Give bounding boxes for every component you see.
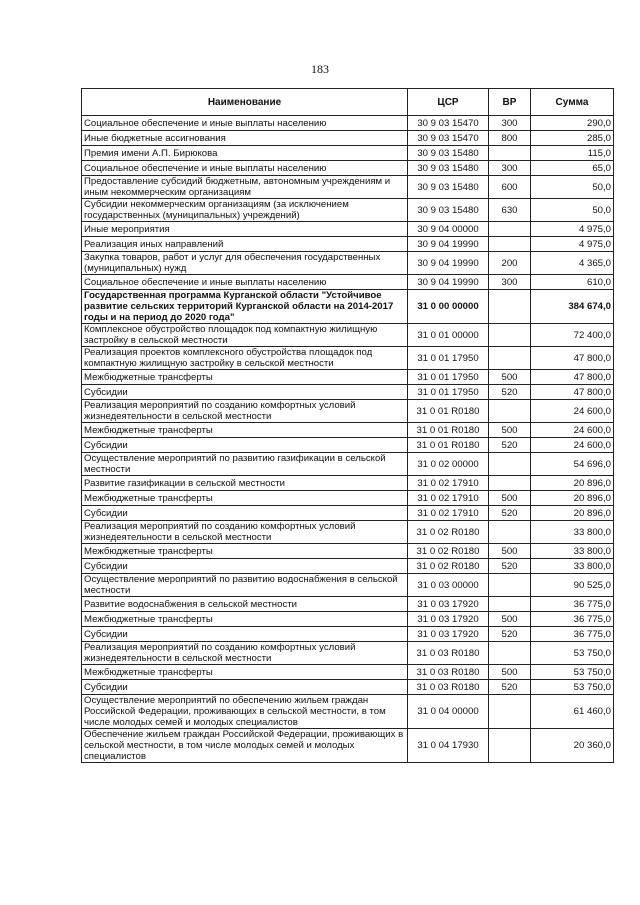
table-row xyxy=(82,680,614,695)
row-csr-code: 31 0 03 R0180 xyxy=(408,680,489,695)
row-sum: 53 750,0 xyxy=(531,665,614,680)
table-row xyxy=(82,252,614,275)
row-csr-code: 31 0 02 R0180 xyxy=(408,521,489,544)
row-csr-code: 30 9 04 19990 xyxy=(408,237,489,252)
row-csr-code: 30 9 04 19990 xyxy=(408,275,489,290)
table-row xyxy=(82,627,614,642)
row-name: Иные мероприятия xyxy=(82,222,408,237)
row-vr-code xyxy=(489,324,531,347)
row-vr-code: 500 xyxy=(489,612,531,627)
row-name: Субсидии некоммерческим организациям (за исключением государственных (муниципальных) учреждений) xyxy=(82,199,408,222)
row-sum: 20 896,0 xyxy=(531,506,614,521)
table-row xyxy=(82,695,614,729)
row-name: Субсидии xyxy=(82,680,408,695)
row-name: Развитие водоснабжения в сельской местности xyxy=(82,597,408,612)
row-csr-code: 30 9 03 15480 xyxy=(408,176,489,199)
row-name: Субсидии xyxy=(82,627,408,642)
table-row xyxy=(82,222,614,237)
table-row xyxy=(82,574,614,597)
table-row xyxy=(82,161,614,176)
row-name: Обеспечение жильем граждан Российской Федерации, проживающих в сельской местности, в том числе молодых семей и молодых специалистов xyxy=(82,729,408,763)
row-vr-code: 300 xyxy=(489,275,531,290)
row-csr-code: 31 0 01 17950 xyxy=(408,347,489,370)
row-sum: 33 800,0 xyxy=(531,521,614,544)
row-sum: 384 674,0 xyxy=(531,290,614,324)
row-csr-code: 31 0 03 17920 xyxy=(408,612,489,627)
row-vr-code: 600 xyxy=(489,176,531,199)
table-row xyxy=(82,438,614,453)
row-name: Социальное обеспечение и иные выплаты населению xyxy=(82,161,408,176)
row-vr-code: 520 xyxy=(489,680,531,695)
row-sum: 54 696,0 xyxy=(531,453,614,476)
row-vr-code xyxy=(489,574,531,597)
row-vr-code: 520 xyxy=(489,627,531,642)
row-sum: 72 400,0 xyxy=(531,324,614,347)
table-header-row xyxy=(82,89,614,116)
table-row xyxy=(82,491,614,506)
page-number: 183 xyxy=(311,62,329,76)
row-sum: 65,0 xyxy=(531,161,614,176)
row-vr-code xyxy=(489,146,531,161)
row-name: Межбюджетные трансферты xyxy=(82,544,408,559)
row-csr-code: 31 0 01 R0180 xyxy=(408,423,489,438)
row-name: Развитие газификации в сельской местности xyxy=(82,476,408,491)
row-sum: 36 775,0 xyxy=(531,597,614,612)
table-row xyxy=(82,176,614,199)
row-csr-code: 30 9 04 00000 xyxy=(408,222,489,237)
row-sum: 61 460,0 xyxy=(531,695,614,729)
row-name: Иные бюджетные ассигнования xyxy=(82,131,408,146)
row-sum: 285,0 xyxy=(531,131,614,146)
row-name: Межбюджетные трансферты xyxy=(82,665,408,680)
table-row xyxy=(82,116,614,131)
row-sum: 20 896,0 xyxy=(531,476,614,491)
row-sum: 290,0 xyxy=(531,116,614,131)
row-vr-code xyxy=(489,642,531,665)
table-row xyxy=(82,521,614,544)
table-row xyxy=(82,400,614,423)
row-csr-code: 31 0 03 17920 xyxy=(408,597,489,612)
row-csr-code: 31 0 02 R0180 xyxy=(408,544,489,559)
row-csr-code: 31 0 03 00000 xyxy=(408,574,489,597)
row-name: Социальное обеспечение и иные выплаты населению xyxy=(82,116,408,131)
row-csr-code: 31 0 02 R0180 xyxy=(408,559,489,574)
row-vr-code: 500 xyxy=(489,665,531,680)
row-sum: 4 365,0 xyxy=(531,252,614,275)
row-vr-code: 520 xyxy=(489,385,531,400)
row-vr-code xyxy=(489,237,531,252)
row-sum: 50,0 xyxy=(531,176,614,199)
row-name: Закупка товаров, работ и услуг для обеспечения государственных (муниципальных) нужд xyxy=(82,252,408,275)
budget-table xyxy=(81,88,614,763)
row-sum: 4 975,0 xyxy=(531,237,614,252)
row-csr-code: 31 0 02 00000 xyxy=(408,453,489,476)
row-name: Реализация мероприятий по созданию комфортных условий жизнедеятельности в сельской местности xyxy=(82,521,408,544)
row-vr-code xyxy=(489,695,531,729)
row-vr-code: 300 xyxy=(489,161,531,176)
row-name: Осуществление мероприятий по развитию газификации в сельской местности xyxy=(82,453,408,476)
row-csr-code: 30 9 03 15470 xyxy=(408,131,489,146)
row-csr-code: 30 9 03 15480 xyxy=(408,146,489,161)
row-sum: 90 525,0 xyxy=(531,574,614,597)
row-csr-code: 31 0 04 17930 xyxy=(408,729,489,763)
row-csr-code: 31 0 03 R0180 xyxy=(408,665,489,680)
table-row xyxy=(82,506,614,521)
table-row xyxy=(82,290,614,324)
table-row xyxy=(82,370,614,385)
row-sum: 50,0 xyxy=(531,199,614,222)
row-csr-code: 31 0 03 17920 xyxy=(408,627,489,642)
row-sum: 610,0 xyxy=(531,275,614,290)
row-name: Межбюджетные трансферты xyxy=(82,423,408,438)
row-vr-code xyxy=(489,729,531,763)
row-csr-code: 31 0 00 00000 xyxy=(408,290,489,324)
table-row xyxy=(82,275,614,290)
row-csr-code: 31 0 01 R0180 xyxy=(408,400,489,423)
row-csr-code: 31 0 01 17950 xyxy=(408,370,489,385)
table-row xyxy=(82,612,614,627)
row-csr-code: 31 0 02 17910 xyxy=(408,476,489,491)
table-row xyxy=(82,642,614,665)
header-name: Наименование xyxy=(82,89,408,116)
row-name: Реализация проектов комплексного обустройства площадок под компактную жилищную застройку в сельской местности xyxy=(82,347,408,370)
row-sum: 47 800,0 xyxy=(531,385,614,400)
table-row xyxy=(82,347,614,370)
row-sum: 47 800,0 xyxy=(531,347,614,370)
row-csr-code: 30 9 03 15470 xyxy=(408,116,489,131)
row-csr-code: 30 9 03 15480 xyxy=(408,161,489,176)
row-vr-code xyxy=(489,347,531,370)
table-row xyxy=(82,729,614,763)
row-csr-code: 31 0 01 R0180 xyxy=(408,438,489,453)
header-sum: Сумма xyxy=(531,89,614,116)
row-name: Субсидии xyxy=(82,559,408,574)
row-sum: 33 800,0 xyxy=(531,559,614,574)
row-csr-code: 31 0 01 00000 xyxy=(408,324,489,347)
table-row xyxy=(82,665,614,680)
row-vr-code xyxy=(489,521,531,544)
row-csr-code: 30 9 04 19990 xyxy=(408,252,489,275)
table-row xyxy=(82,559,614,574)
row-vr-code: 500 xyxy=(489,370,531,385)
header-vr: ВР xyxy=(489,89,531,116)
row-name: Реализация мероприятий по созданию комфортных условий жизнедеятельности в сельской местности xyxy=(82,642,408,665)
row-name: Реализация иных направлений xyxy=(82,237,408,252)
row-sum: 20 896,0 xyxy=(531,491,614,506)
row-vr-code: 500 xyxy=(489,544,531,559)
row-sum: 33 800,0 xyxy=(531,544,614,559)
table-row xyxy=(82,423,614,438)
row-name: Социальное обеспечение и иные выплаты населению xyxy=(82,275,408,290)
row-name: Межбюджетные трансферты xyxy=(82,370,408,385)
row-csr-code: 31 0 04 00000 xyxy=(408,695,489,729)
row-vr-code xyxy=(489,453,531,476)
row-vr-code: 520 xyxy=(489,438,531,453)
header-csr: ЦСР xyxy=(408,89,489,116)
table-row xyxy=(82,146,614,161)
row-name: Реализация мероприятий по созданию комфортных условий жизнедеятельности в сельской местности xyxy=(82,400,408,423)
row-name: Комплексное обустройство площадок под компактную жилищную застройку в сельской местности xyxy=(82,324,408,347)
row-vr-code xyxy=(489,597,531,612)
row-vr-code: 520 xyxy=(489,506,531,521)
row-csr-code: 31 0 02 17910 xyxy=(408,506,489,521)
row-sum: 24 600,0 xyxy=(531,423,614,438)
row-vr-code xyxy=(489,290,531,324)
row-sum: 24 600,0 xyxy=(531,438,614,453)
row-csr-code: 31 0 01 17950 xyxy=(408,385,489,400)
table-row xyxy=(82,476,614,491)
row-vr-code xyxy=(489,476,531,491)
row-vr-code xyxy=(489,222,531,237)
row-name: Государственная программа Курганской области "Устойчивое развитие сельских территорий Курганской области на 2014-2017 годы и на период до 2020 года" xyxy=(82,290,408,324)
row-sum: 20 360,0 xyxy=(531,729,614,763)
table-row xyxy=(82,324,614,347)
row-vr-code: 200 xyxy=(489,252,531,275)
table-row xyxy=(82,544,614,559)
row-sum: 36 775,0 xyxy=(531,612,614,627)
row-sum: 36 775,0 xyxy=(531,627,614,642)
table-body xyxy=(82,116,614,763)
table-row xyxy=(82,237,614,252)
row-vr-code: 500 xyxy=(489,491,531,506)
row-name: Премия имени А.П. Бирюкова xyxy=(82,146,408,161)
table-row xyxy=(82,385,614,400)
row-name: Субсидии xyxy=(82,506,408,521)
row-sum: 24 600,0 xyxy=(531,400,614,423)
row-vr-code xyxy=(489,400,531,423)
row-sum: 115,0 xyxy=(531,146,614,161)
row-sum: 53 750,0 xyxy=(531,642,614,665)
row-sum: 53 750,0 xyxy=(531,680,614,695)
row-vr-code: 520 xyxy=(489,559,531,574)
row-name: Предоставление субсидий бюджетным, автономным учреждениям и иным некоммерческим организациям xyxy=(82,176,408,199)
table-row xyxy=(82,597,614,612)
row-name: Осуществление мероприятий по развитию водоснабжения в сельской местности xyxy=(82,574,408,597)
row-vr-code: 500 xyxy=(489,423,531,438)
row-sum: 4 975,0 xyxy=(531,222,614,237)
row-sum: 47 800,0 xyxy=(531,370,614,385)
table-row xyxy=(82,131,614,146)
row-name: Субсидии xyxy=(82,438,408,453)
row-csr-code: 30 9 03 15480 xyxy=(408,199,489,222)
row-name: Субсидии xyxy=(82,385,408,400)
row-vr-code: 800 xyxy=(489,131,531,146)
row-csr-code: 31 0 02 17910 xyxy=(408,491,489,506)
table-row xyxy=(82,453,614,476)
row-name: Осуществление мероприятий по обеспечению жильем граждан Российской Федерации, проживающих в сельской местности, в том числе молодых семей и молодых специалистов xyxy=(82,695,408,729)
row-name: Межбюджетные трансферты xyxy=(82,612,408,627)
row-name: Межбюджетные трансферты xyxy=(82,491,408,506)
row-vr-code: 300 xyxy=(489,116,531,131)
table-row xyxy=(82,199,614,222)
row-csr-code: 31 0 03 R0180 xyxy=(408,642,489,665)
row-vr-code: 630 xyxy=(489,199,531,222)
